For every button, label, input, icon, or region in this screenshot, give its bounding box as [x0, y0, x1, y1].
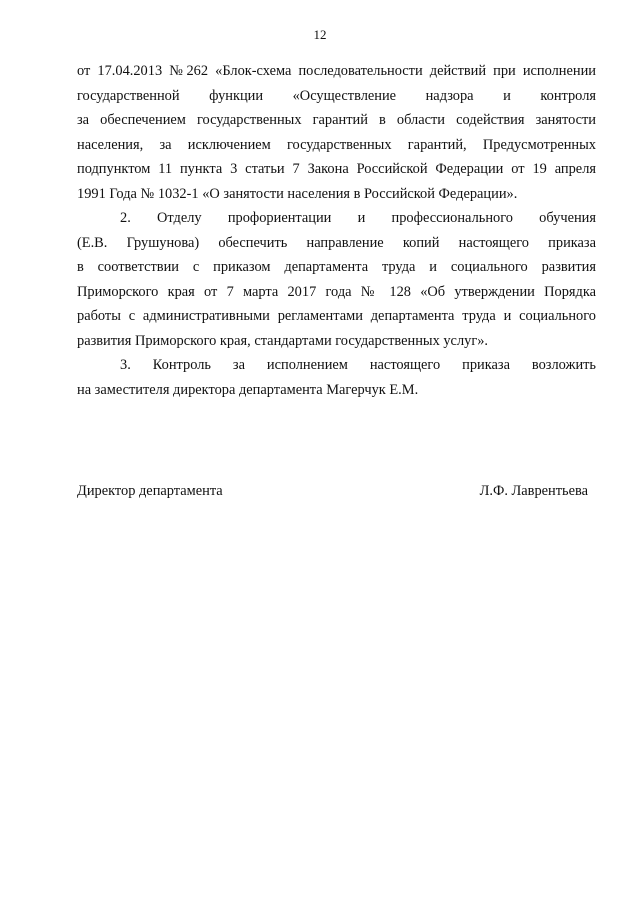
text-line: 2. Отделу профориентации и профессионального обучения — [120, 210, 596, 226]
text-line: за обеспечением государственных гарантий в области содействия занятости — [77, 112, 596, 128]
paragraph-1 — [77, 59, 596, 206]
paragraph-2 — [77, 206, 596, 353]
text-line: населения, за исключением государственных гарантий, Предусмотренных — [77, 136, 596, 153]
page-number: 12 — [313, 27, 327, 42]
text-line: подпунктом 11 пункта 3 статьи 7 Закона Российской Федерации от 19 апреля — [77, 161, 596, 177]
signatory-position: Директор департамента — [77, 483, 223, 499]
text-line: 1991 Года № 1032-1 «О занятости населения в Российской Федерации». — [77, 185, 518, 202]
text-line: Приморского края от 7 марта 2017 года № 128 «Об утверждении Порядка — [77, 283, 596, 300]
text-line: на заместителя директора департамента Магерчук Е.М. — [77, 381, 419, 398]
text-line: от 17.04.2013 №262 «Блок-схема последовательности действий при исполнении — [77, 63, 596, 79]
text-line: (Е.В. Грушунова) обеспечить направление копий настоящего приказа — [77, 234, 596, 251]
text-line: развития Приморского края, стандартами государственных услуг». — [77, 332, 489, 349]
document-body — [77, 59, 596, 402]
text-line: 3. Контроль за исполнением настоящего приказа возложить — [120, 357, 596, 373]
paragraph-3 — [77, 353, 596, 402]
text-line: государственной функции «Осуществление надзора и контроля — [77, 87, 596, 104]
signatory-name: Л.Ф. Лаврентьева — [479, 483, 588, 499]
text-line: работы с административными регламентами департамента труда и социального — [77, 308, 596, 324]
text-line: в соответствии с приказом департамента труда и социального развития — [77, 259, 596, 275]
